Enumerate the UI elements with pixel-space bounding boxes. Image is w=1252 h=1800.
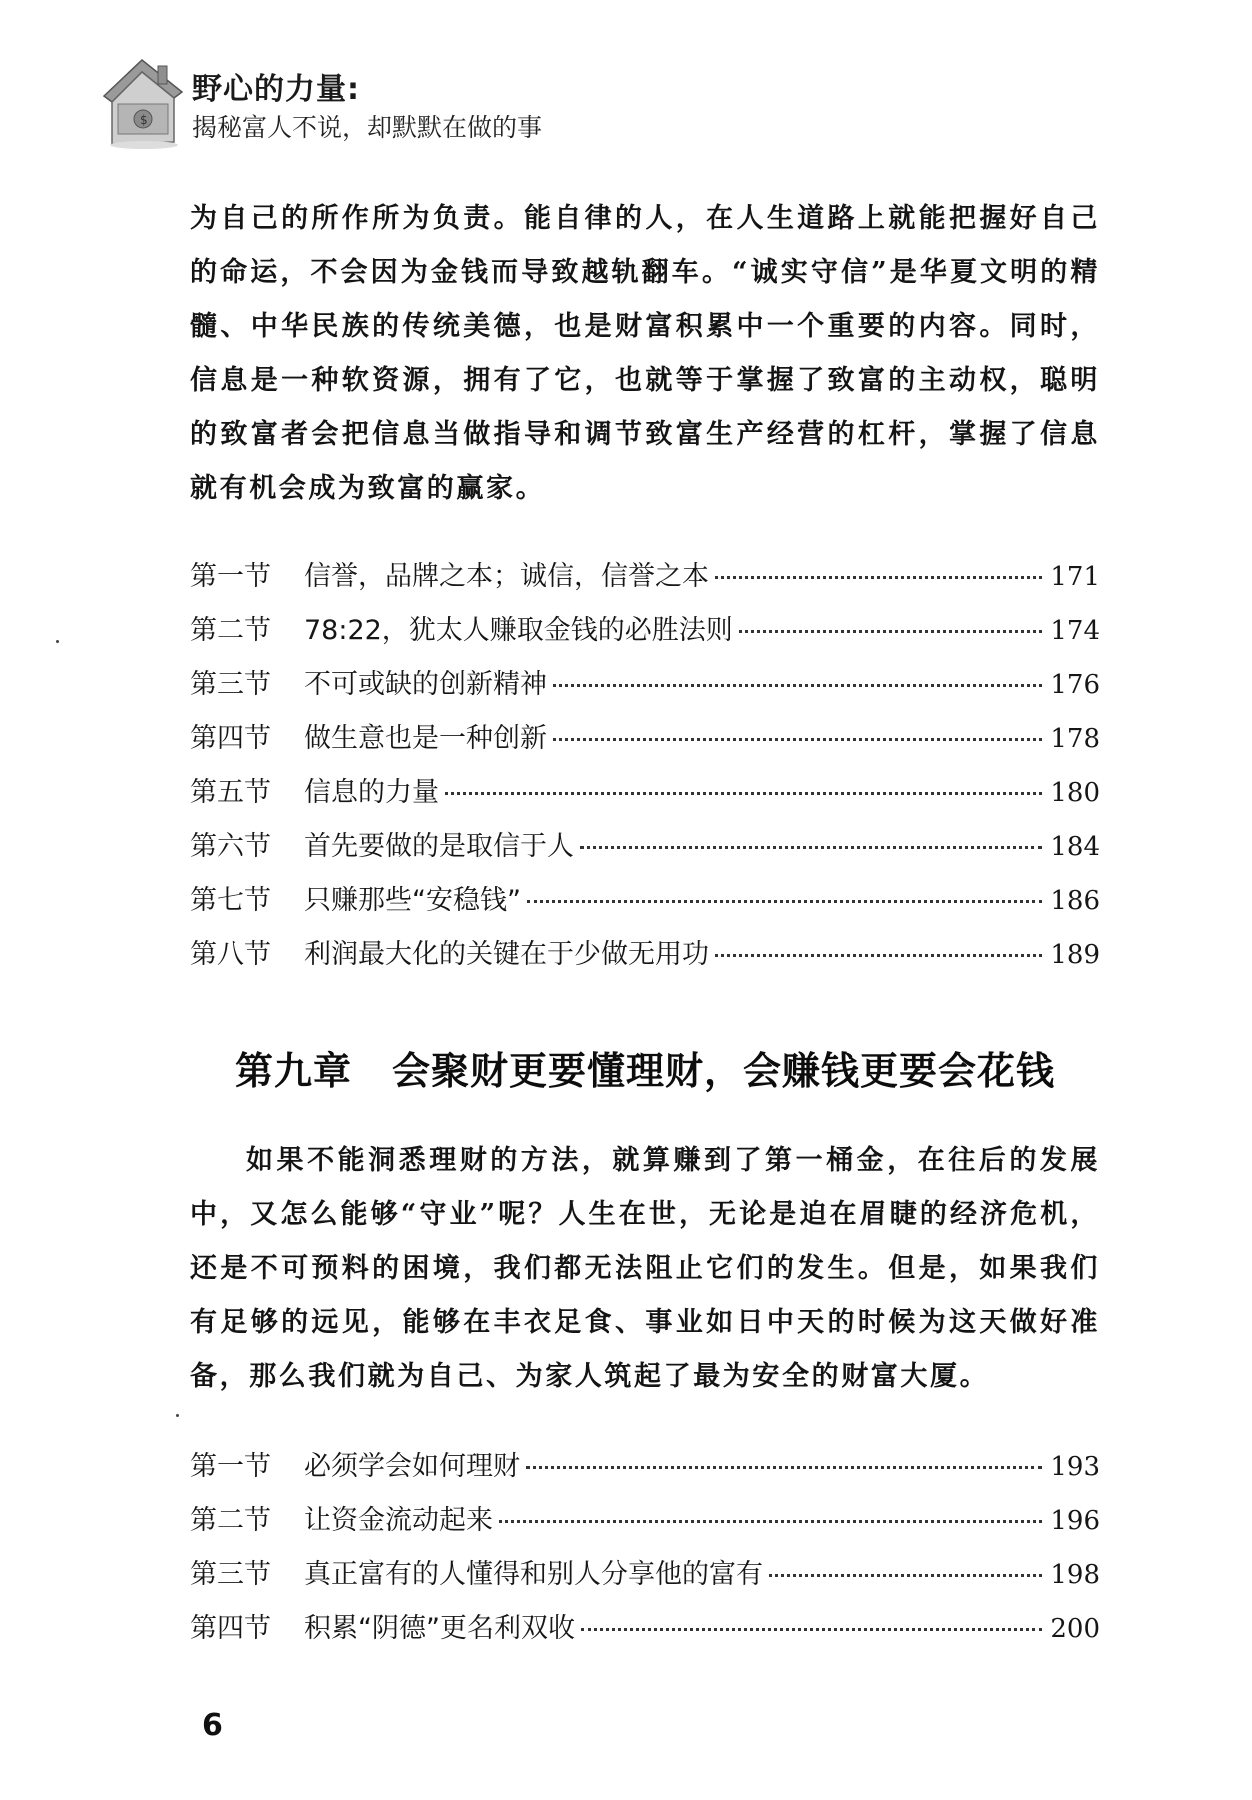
toc-dot-leader [553, 738, 1042, 741]
chapter-number: 第九章 [234, 1049, 352, 1093]
toc-dot-leader [715, 954, 1042, 957]
book-subtitle: 揭秘富人不说，却默默在做的事 [192, 113, 543, 142]
toc-entry[interactable] [190, 1552, 1100, 1606]
toc-section-label: 第二节 [190, 1505, 271, 1536]
toc-section-label: 第二节 [190, 615, 271, 646]
toc-entry[interactable] [190, 824, 1100, 878]
toc-dot-leader [580, 846, 1042, 849]
toc-entry[interactable] [190, 770, 1100, 824]
toc-section-title: 78:22，犹太人赚取金钱的必胜法则 [304, 615, 733, 646]
toc-section-title: 利润最大化的关键在于少做无用功 [304, 939, 709, 970]
toc-dot-leader [553, 684, 1042, 687]
toc-entry[interactable] [190, 662, 1100, 716]
scan-speck [56, 640, 59, 643]
chapter-nine-summary-paragraph: 如果不能洞悉理财的方法，就算赚到了第一桶金，在往后的发展中，又怎么能够“守业”呢？人生在世，无论是迫在眉睫的经济危机，还是不可预料的困境，我们都无法阻止它们的发生。但是，如果我们有足够的远见，能够在丰衣足食、事业如日中天的时候为这天做好准备，那么我们就为自己、为家人筑起了最为安全的财富大厦。 [190, 1145, 1100, 1392]
toc-dot-leader [445, 792, 1042, 795]
toc-page-number: 178 [1050, 724, 1100, 754]
toc-section-label: 第一节 [190, 561, 271, 592]
toc-page-number: 184 [1050, 832, 1100, 862]
toc-entry[interactable] [190, 878, 1100, 932]
chapter-nine-heading [190, 1040, 1100, 1095]
toc-section-label: 第一节 [190, 1451, 271, 1482]
toc-section-label: 第三节 [190, 1559, 271, 1590]
toc-section-title: 积累“阴德”更名利双收 [304, 1613, 575, 1644]
running-header [96, 46, 576, 156]
toc-section-title: 真正富有的人懂得和别人分享他的富有 [304, 1559, 763, 1590]
toc-section-label: 第六节 [190, 831, 271, 862]
toc-dot-leader [715, 576, 1042, 579]
toc-entry[interactable] [190, 716, 1100, 770]
chapter-eight-intro-paragraph: 为自己的所作所为负责。能自律的人，在人生道路上就能把握好自己的命运，不会因为金钱而导致越轨翻车。“诚实守信”是华夏文明的精髓、中华民族的传统美德，也是财富积累中一个重要的内容。同时，信息是一种软资源，拥有了它，也就等于掌握了致富的主动权，聪明的致富者会把信息当做指导和调节致富生产经营的杠杆，掌握了信息就有机会成为致富的赢家。 [190, 203, 1100, 504]
toc-page-number: 200 [1050, 1614, 1100, 1644]
toc-section-title: 信息的力量 [304, 777, 439, 808]
toc-page-number: 196 [1050, 1506, 1100, 1536]
toc-chapter-eight [190, 554, 1100, 986]
toc-section-title: 不可或缺的创新精神 [304, 669, 547, 700]
toc-page-number: 180 [1050, 778, 1100, 808]
toc-page-number: 174 [1050, 616, 1100, 646]
toc-dot-leader [581, 1628, 1042, 1631]
toc-dot-leader [499, 1520, 1042, 1523]
toc-entry[interactable] [190, 1498, 1100, 1552]
money-house-icon [96, 52, 188, 150]
svg-text:$: $ [140, 113, 148, 127]
toc-section-label: 第八节 [190, 939, 271, 970]
toc-section-label: 第四节 [190, 1613, 271, 1644]
toc-dot-leader [526, 1466, 1042, 1469]
toc-page-number: 186 [1050, 886, 1100, 916]
toc-section-title: 信誉，品牌之本；诚信，信誉之本 [304, 561, 709, 592]
toc-entry[interactable] [190, 608, 1100, 662]
toc-section-label: 第七节 [190, 885, 271, 916]
toc-page-number: 198 [1050, 1560, 1100, 1590]
toc-section-label: 第三节 [190, 669, 271, 700]
toc-entry[interactable] [190, 1444, 1100, 1498]
toc-section-label: 第五节 [190, 777, 271, 808]
chapter-title: 会聚财更要懂理财，会赚钱更要会花钱 [392, 1049, 1056, 1093]
toc-page-number: 171 [1050, 562, 1100, 592]
toc-entry[interactable] [190, 932, 1100, 986]
toc-dot-leader [739, 630, 1043, 633]
toc-entry[interactable] [190, 554, 1100, 608]
toc-chapter-nine [190, 1444, 1100, 1660]
toc-section-title: 首先要做的是取信于人 [304, 831, 574, 862]
toc-section-title: 做生意也是一种创新 [304, 723, 547, 754]
toc-entry[interactable] [190, 1606, 1100, 1660]
toc-dot-leader [527, 900, 1042, 903]
book-title: 野心的力量: [192, 72, 360, 107]
toc-page-number: 193 [1050, 1452, 1100, 1482]
toc-page-number: 176 [1050, 670, 1100, 700]
toc-page-number: 189 [1050, 940, 1100, 970]
page-number: 6 [202, 1708, 223, 1743]
scan-speck [176, 1414, 179, 1417]
toc-section-title: 让资金流动起来 [304, 1505, 493, 1536]
toc-dot-leader [769, 1574, 1042, 1577]
toc-section-title: 只赚那些“安稳钱” [304, 885, 521, 916]
toc-section-title: 必须学会如何理财 [304, 1451, 520, 1482]
toc-section-label: 第四节 [190, 723, 271, 754]
